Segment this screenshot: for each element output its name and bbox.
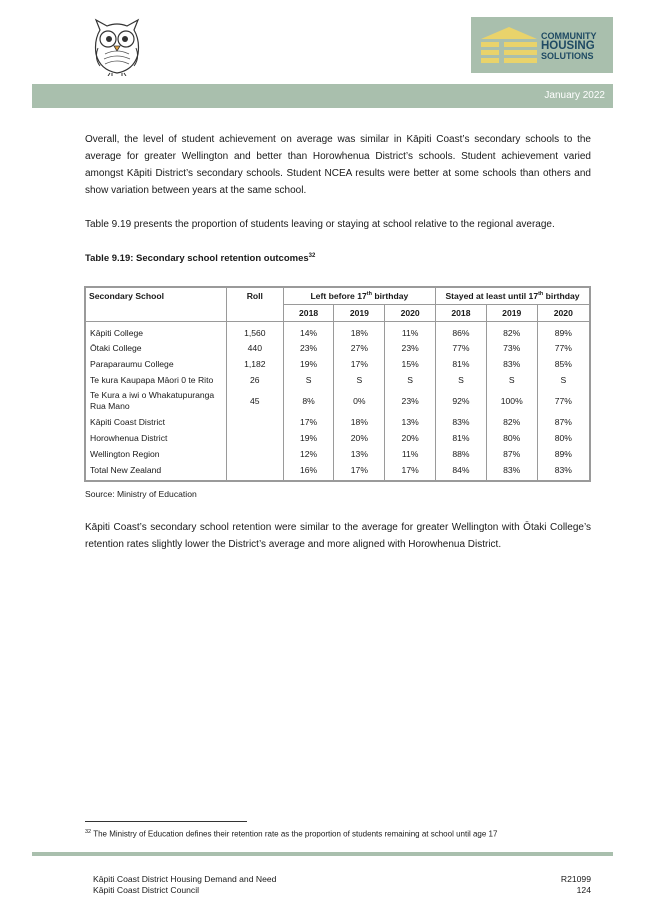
rate-cell: 83%	[537, 462, 590, 481]
rate-cell: 17%	[385, 462, 436, 481]
roll-cell	[226, 446, 283, 462]
rate-cell: 80%	[486, 430, 537, 446]
rate-cell: 18%	[334, 414, 385, 430]
table-row	[85, 414, 590, 430]
rate-cell: 11%	[385, 322, 436, 341]
rate-cell: 73%	[486, 340, 537, 356]
header-stayed-until-17: Stayed at least until 17th birthday	[436, 287, 590, 305]
rate-cell: S	[283, 372, 334, 388]
rate-cell: 27%	[334, 340, 385, 356]
rate-cell: 92%	[436, 388, 487, 414]
logo-line-community: COMMUNITY	[541, 31, 597, 41]
footer-code: R21099	[560, 874, 591, 884]
paragraph-retention-summary: Kāpiti Coast’s secondary school retention were similar to the average for greater Wellington with Ōtaki College’s retention rates slightly lower the District’s average and more aligned with Horowhenua District.	[85, 522, 591, 550]
roll-cell: 26	[226, 372, 283, 388]
header-year: 2018	[436, 305, 487, 322]
paragraph-table-intro: Table 9.19 presents the proportion of students leaving or staying at school relative to the regional average.	[85, 219, 555, 230]
header-year: 2019	[486, 305, 537, 322]
footnote: $^{32}$ The Ministry of Education defines their retention rate as the proportion of students remaining at school until age 17	[85, 829, 498, 839]
rate-cell: 11%	[385, 446, 436, 462]
roll-cell: 45	[226, 388, 283, 414]
rate-cell: 89%	[537, 446, 590, 462]
school-name-cell: Te kura Kaupapa Māori 0 te Rito	[85, 372, 226, 388]
header-roll: Roll	[226, 287, 283, 322]
roll-cell	[226, 430, 283, 446]
table-row	[85, 322, 590, 341]
rate-cell: 23%	[385, 340, 436, 356]
rate-cell: 13%	[385, 414, 436, 430]
school-name-cell: Kāpiti Coast District	[85, 414, 226, 430]
header-secondary-school: Secondary School	[85, 287, 226, 322]
rate-cell: 81%	[436, 356, 487, 372]
roll-cell	[226, 462, 283, 481]
rate-cell: 20%	[385, 430, 436, 446]
rate-cell: 86%	[436, 322, 487, 341]
roll-cell: 1,182	[226, 356, 283, 372]
rate-cell: 20%	[334, 430, 385, 446]
school-name-cell: Ōtaki College	[85, 340, 226, 356]
table-row	[85, 462, 590, 481]
footer-right	[561, 874, 591, 896]
rate-cell: 83%	[486, 356, 537, 372]
rate-cell: 82%	[486, 322, 537, 341]
footnote-ref: 32	[308, 253, 316, 259]
rate-cell: 80%	[537, 430, 590, 446]
footnote-divider	[85, 821, 247, 822]
school-name-cell: Total New Zealand	[85, 462, 226, 481]
rate-cell: 18%	[334, 322, 385, 341]
footer-org: Kāpiti Coast District Council	[93, 885, 200, 895]
school-name-cell: Horowhenua District	[85, 430, 226, 446]
logo-line-solutions: SOLUTIONS	[541, 51, 594, 61]
rate-cell: S	[385, 372, 436, 388]
header-year: 2018	[283, 305, 334, 322]
rate-cell: 16%	[283, 462, 334, 481]
header-date: January 2022	[544, 90, 605, 101]
rate-cell: S	[486, 372, 537, 388]
rate-cell: 19%	[283, 430, 334, 446]
rate-cell: 83%	[436, 414, 487, 430]
rate-cell: S	[537, 372, 590, 388]
rate-cell: 23%	[283, 340, 334, 356]
rate-cell: 82%	[486, 414, 537, 430]
rate-cell: 83%	[486, 462, 537, 481]
rate-cell: 12%	[283, 446, 334, 462]
rate-cell: 85%	[537, 356, 590, 372]
rate-cell: 100%	[486, 388, 537, 414]
community-housing-solutions-logo	[471, 17, 613, 73]
header-left-before-17: Left before 17th birthday	[283, 287, 435, 305]
rate-cell: 77%	[436, 340, 487, 356]
rate-cell: S	[334, 372, 385, 388]
rate-cell: 17%	[283, 414, 334, 430]
rate-cell: 89%	[537, 322, 590, 341]
rate-cell: 87%	[486, 446, 537, 462]
rate-cell: 84%	[436, 462, 487, 481]
rate-cell: 17%	[334, 462, 385, 481]
table-source: Source: Ministry of Education	[85, 489, 197, 499]
rate-cell: 19%	[283, 356, 334, 372]
header-year: 2019	[334, 305, 385, 322]
rate-cell: 15%	[385, 356, 436, 372]
table-row	[85, 356, 590, 372]
table-caption: Table 9.19: Secondary school retention outcomes$^{32}$	[85, 253, 316, 265]
retention-table	[84, 286, 591, 482]
header-band	[32, 84, 613, 108]
roll-cell	[226, 414, 283, 430]
roll-cell: 1,560	[226, 322, 283, 341]
rate-cell: 0%	[334, 388, 385, 414]
page-number: 124	[576, 885, 591, 895]
school-name-cell: Te Kura a iwi o Whakatupuranga Rua Mano	[85, 388, 226, 414]
rate-cell: 13%	[334, 446, 385, 462]
paragraph-achievement: Overall, the level of student achievement on average was similar in Kāpiti Coast’s secondary schools to the average for greater Wellington and better than Horowhenua District’s schools. Student achievement varied amongst Kāpiti District’s secondary schools. Student NCEA results were better at some schools than others and show variation between years at the same school.	[85, 134, 591, 196]
table-row	[85, 430, 590, 446]
rate-cell: 81%	[436, 430, 487, 446]
header-year: 2020	[385, 305, 436, 322]
table-row	[85, 446, 590, 462]
rate-cell: S	[436, 372, 487, 388]
table-row	[85, 372, 590, 388]
rate-cell: 87%	[537, 414, 590, 430]
table-row	[85, 388, 590, 414]
rate-cell: 17%	[334, 356, 385, 372]
header-year: 2020	[537, 305, 590, 322]
logo-line-housing: HOUSING	[541, 40, 595, 52]
rate-cell: 77%	[537, 388, 590, 414]
owl-logo-icon	[92, 18, 142, 76]
rate-cell: 8%	[283, 388, 334, 414]
footer-left	[93, 874, 276, 896]
rate-cell: 23%	[385, 388, 436, 414]
school-name-cell: Kāpiti College	[85, 322, 226, 341]
rate-cell: 14%	[283, 322, 334, 341]
roll-cell: 440	[226, 340, 283, 356]
footer-title: Kāpiti Coast District Housing Demand and Need	[93, 874, 277, 884]
table-row	[85, 340, 590, 356]
rate-cell: 77%	[537, 340, 590, 356]
footer-band	[32, 852, 613, 856]
school-name-cell: Wellington Region	[85, 446, 226, 462]
school-name-cell: Paraparaumu College	[85, 356, 226, 372]
rate-cell: 88%	[436, 446, 487, 462]
